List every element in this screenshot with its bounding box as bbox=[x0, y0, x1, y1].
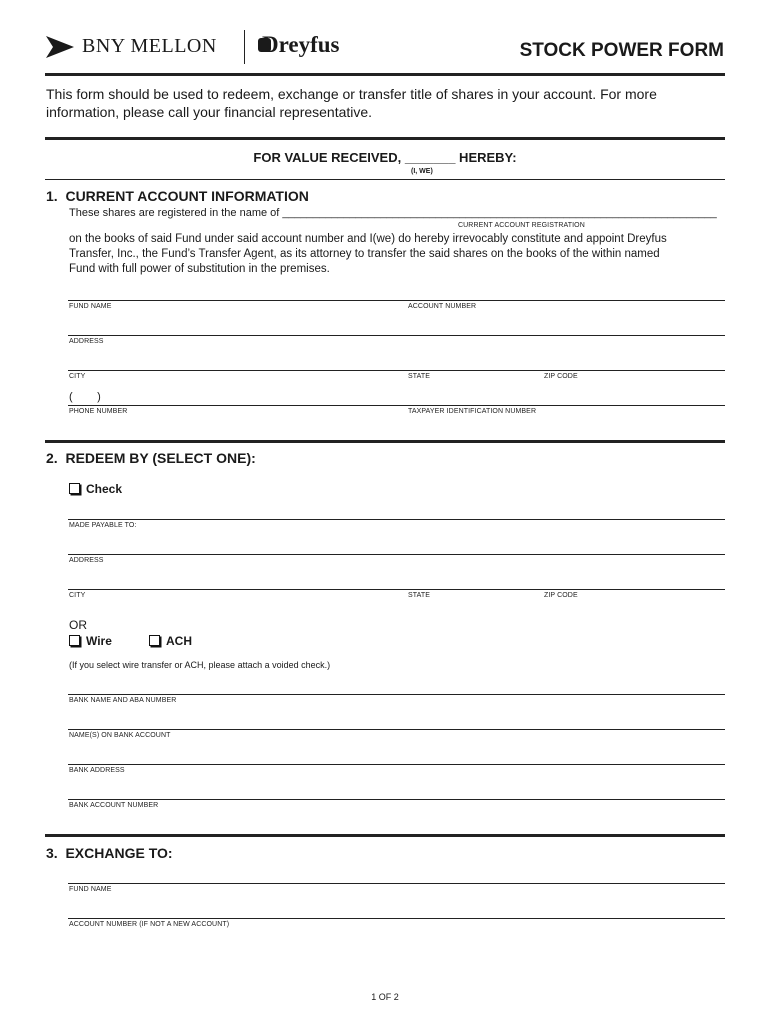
exchange-fund-field[interactable] bbox=[68, 883, 725, 884]
payable-label: MADE PAYABLE TO: bbox=[69, 522, 137, 529]
bank-name-field[interactable] bbox=[68, 694, 725, 695]
or-text: OR bbox=[69, 618, 87, 632]
section3-rule bbox=[45, 834, 725, 837]
tin-label: TAXPAYER IDENTIFICATION NUMBER bbox=[408, 408, 537, 415]
exchange-account-field[interactable] bbox=[68, 918, 725, 919]
fund-name-field[interactable] bbox=[68, 300, 725, 301]
brand-right-text: Dreyfus bbox=[262, 32, 340, 57]
brand-left-text: BNY MELLON bbox=[82, 35, 217, 57]
section1-para-2: Transfer, Inc., the Fund’s Transfer Agent, as its attorney to transfer the said shares on the books of the within named bbox=[69, 248, 660, 260]
redeem-city-label: CITY bbox=[69, 592, 86, 599]
bny-arrow-icon bbox=[46, 36, 74, 58]
section1-para-3: Fund with full power of substitution in the premises. bbox=[69, 263, 330, 275]
registered-line[interactable]: These shares are registered in the name of _______________________________________________________________________ bbox=[69, 207, 717, 219]
bank-account-label: BANK ACCOUNT NUMBER bbox=[69, 802, 159, 809]
fund-name-label: FUND NAME bbox=[69, 303, 112, 310]
section2-rule bbox=[45, 440, 725, 443]
ach-label: ACH bbox=[166, 634, 192, 648]
exchange-account-label: ACCOUNT NUMBER (IF NOT A NEW ACCOUNT) bbox=[69, 921, 230, 928]
section3-title: 3. EXCHANGE TO: bbox=[46, 845, 173, 861]
page-number: 1 OF 2 bbox=[371, 992, 399, 1002]
section2-title: 2. REDEEM BY (SELECT ONE): bbox=[46, 450, 256, 466]
redeem-zip-label: ZIP CODE bbox=[544, 592, 578, 599]
redeem-state-label: STATE bbox=[408, 592, 431, 599]
state-label: STATE bbox=[408, 373, 431, 380]
names-on-account-label: NAME(S) ON BANK ACCOUNT bbox=[69, 732, 171, 739]
address-label: ADDRESS bbox=[69, 338, 104, 345]
intro-line-2: information, please call your financial representative. bbox=[46, 104, 373, 120]
redeem-address-field[interactable] bbox=[68, 554, 725, 555]
bank-address-label: BANK ADDRESS bbox=[69, 767, 125, 774]
check-label: Check bbox=[86, 482, 123, 496]
ach-checkbox[interactable] bbox=[149, 635, 160, 646]
wire-checkbox[interactable] bbox=[69, 635, 80, 646]
check-checkbox[interactable] bbox=[69, 483, 80, 494]
section1-top-rule bbox=[45, 179, 725, 180]
header-rule bbox=[45, 73, 725, 76]
wire-label: Wire bbox=[86, 634, 112, 648]
registration-caption: CURRENT ACCOUNT REGISTRATION bbox=[458, 222, 585, 229]
form-title: STOCK POWER FORM bbox=[519, 40, 724, 61]
wire-option[interactable] bbox=[69, 634, 112, 648]
logo-divider bbox=[244, 30, 245, 64]
section1-title: 1. CURRENT ACCOUNT INFORMATION bbox=[46, 188, 309, 204]
redeem-address-label: ADDRESS bbox=[69, 557, 104, 564]
value-received-sub: (I, WE) bbox=[411, 168, 433, 175]
bank-address-field[interactable] bbox=[68, 764, 725, 765]
phone-field[interactable] bbox=[68, 405, 725, 406]
names-on-account-field[interactable] bbox=[68, 729, 725, 730]
address-field[interactable] bbox=[68, 335, 725, 336]
city-label: CITY bbox=[69, 373, 86, 380]
payable-field[interactable] bbox=[68, 519, 725, 520]
phone-label: PHONE NUMBER bbox=[69, 408, 128, 415]
city-field[interactable] bbox=[68, 370, 725, 371]
bank-account-field[interactable] bbox=[68, 799, 725, 800]
ach-option[interactable] bbox=[149, 634, 192, 648]
phone-area-code: ( ) bbox=[69, 391, 101, 403]
exchange-fund-label: FUND NAME bbox=[69, 886, 112, 893]
wire-note: (If you select wire transfer or ACH, please attach a voided check.) bbox=[69, 660, 331, 670]
value-received: FOR VALUE RECEIVED, _______ HEREBY: bbox=[253, 150, 517, 165]
account-number-label: ACCOUNT NUMBER bbox=[408, 303, 477, 310]
check-option[interactable] bbox=[69, 482, 122, 496]
intro-rule bbox=[45, 137, 725, 140]
redeem-city-field[interactable] bbox=[68, 589, 725, 590]
intro-line-1: This form should be used to redeem, exchange or transfer title of shares in your account. For more bbox=[46, 86, 657, 102]
zip-label: ZIP CODE bbox=[544, 373, 578, 380]
bank-name-label: BANK NAME AND ABA NUMBER bbox=[69, 697, 177, 704]
section1-para-1: on the books of said Fund under said account number and I(we) do hereby irrevocably constitute and appoint Dreyfus bbox=[69, 233, 667, 245]
